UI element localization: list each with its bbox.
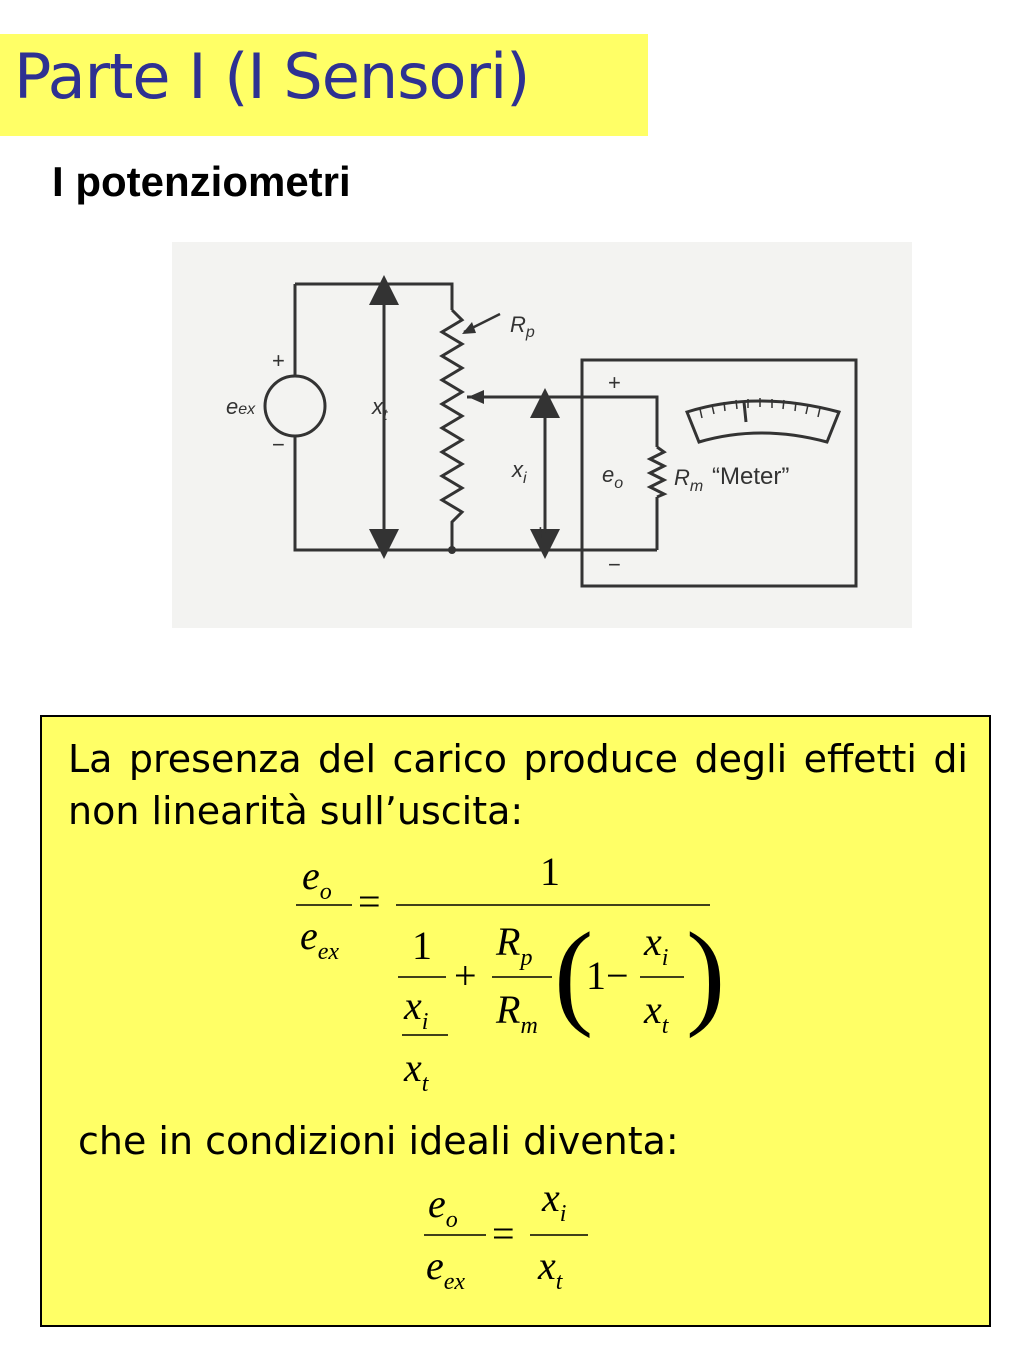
paragraph-nonlinearity: La presenza del carico produce degli effetti di non linearità sull’uscita:: [68, 737, 968, 833]
xi-minus-tick: +: [534, 520, 547, 545]
loaded-output-equation: [288, 849, 728, 1099]
eq1-lhs-den: $e_{ex}$: [300, 913, 340, 965]
slide-subtitle: I potenziometri: [52, 158, 351, 205]
eq1-one: 1: [412, 923, 432, 968]
meter-resistor: [650, 447, 664, 497]
eq2-rhs-num: $x_i$: [542, 1175, 567, 1227]
output-voltage-label: $e_o$: [602, 462, 624, 492]
pot-resistance-label: $R_p$: [510, 312, 535, 341]
eq1-one-minus: 1−: [586, 953, 629, 998]
potentiometer-circuit-figure: [172, 242, 912, 628]
explanation-box: [40, 715, 991, 1327]
eq1-rp: $R_p$: [496, 919, 533, 971]
eq2-lhs-den: $e_{ex}$: [426, 1243, 466, 1295]
source-plus-label: +: [272, 348, 285, 373]
eq1-xi-inner: $x_i$: [644, 919, 669, 971]
eq1-xt-inner: $x_t$: [644, 987, 669, 1039]
eq1-paren-open: (: [554, 908, 594, 1039]
output-minus-label: −: [608, 552, 621, 577]
eq1-rm: $R_m$: [496, 987, 538, 1039]
slide-title: Parte I (I Sensori): [14, 40, 530, 113]
source-label: eex: [226, 394, 256, 419]
meter-dial: [687, 401, 839, 442]
eq2-lhs-num: $e_o$: [428, 1181, 458, 1233]
ideal-output-equation: [418, 1175, 618, 1315]
source-minus-label: −: [272, 432, 285, 457]
eq1-paren-close: ): [686, 908, 726, 1039]
eq1-equals: =: [358, 879, 381, 924]
eq1-lhs-num: $e_o$: [302, 853, 332, 905]
eq1-xt: $x_t$: [404, 1045, 429, 1097]
eq2-rhs-den: $x_t$: [538, 1243, 563, 1295]
paragraph-ideal: che in condizioni ideali diventa:: [78, 1119, 679, 1163]
eq1-plus: +: [454, 953, 477, 998]
partial-length-label: $x_i$: [512, 457, 527, 487]
circuit-diagram: [172, 242, 912, 628]
eq2-equals: =: [492, 1211, 515, 1256]
eq1-rhs-num: 1: [540, 849, 560, 894]
voltage-source-icon: [265, 376, 325, 436]
meter-resistance-label: $R_m$: [674, 465, 704, 495]
total-length-label: $x_t$: [372, 394, 388, 424]
meter-caption: “Meter”: [712, 463, 790, 490]
potentiometer-resistor: [442, 310, 462, 550]
output-plus-label: +: [608, 370, 621, 395]
eq1-xi: $x_i$: [404, 983, 429, 1035]
